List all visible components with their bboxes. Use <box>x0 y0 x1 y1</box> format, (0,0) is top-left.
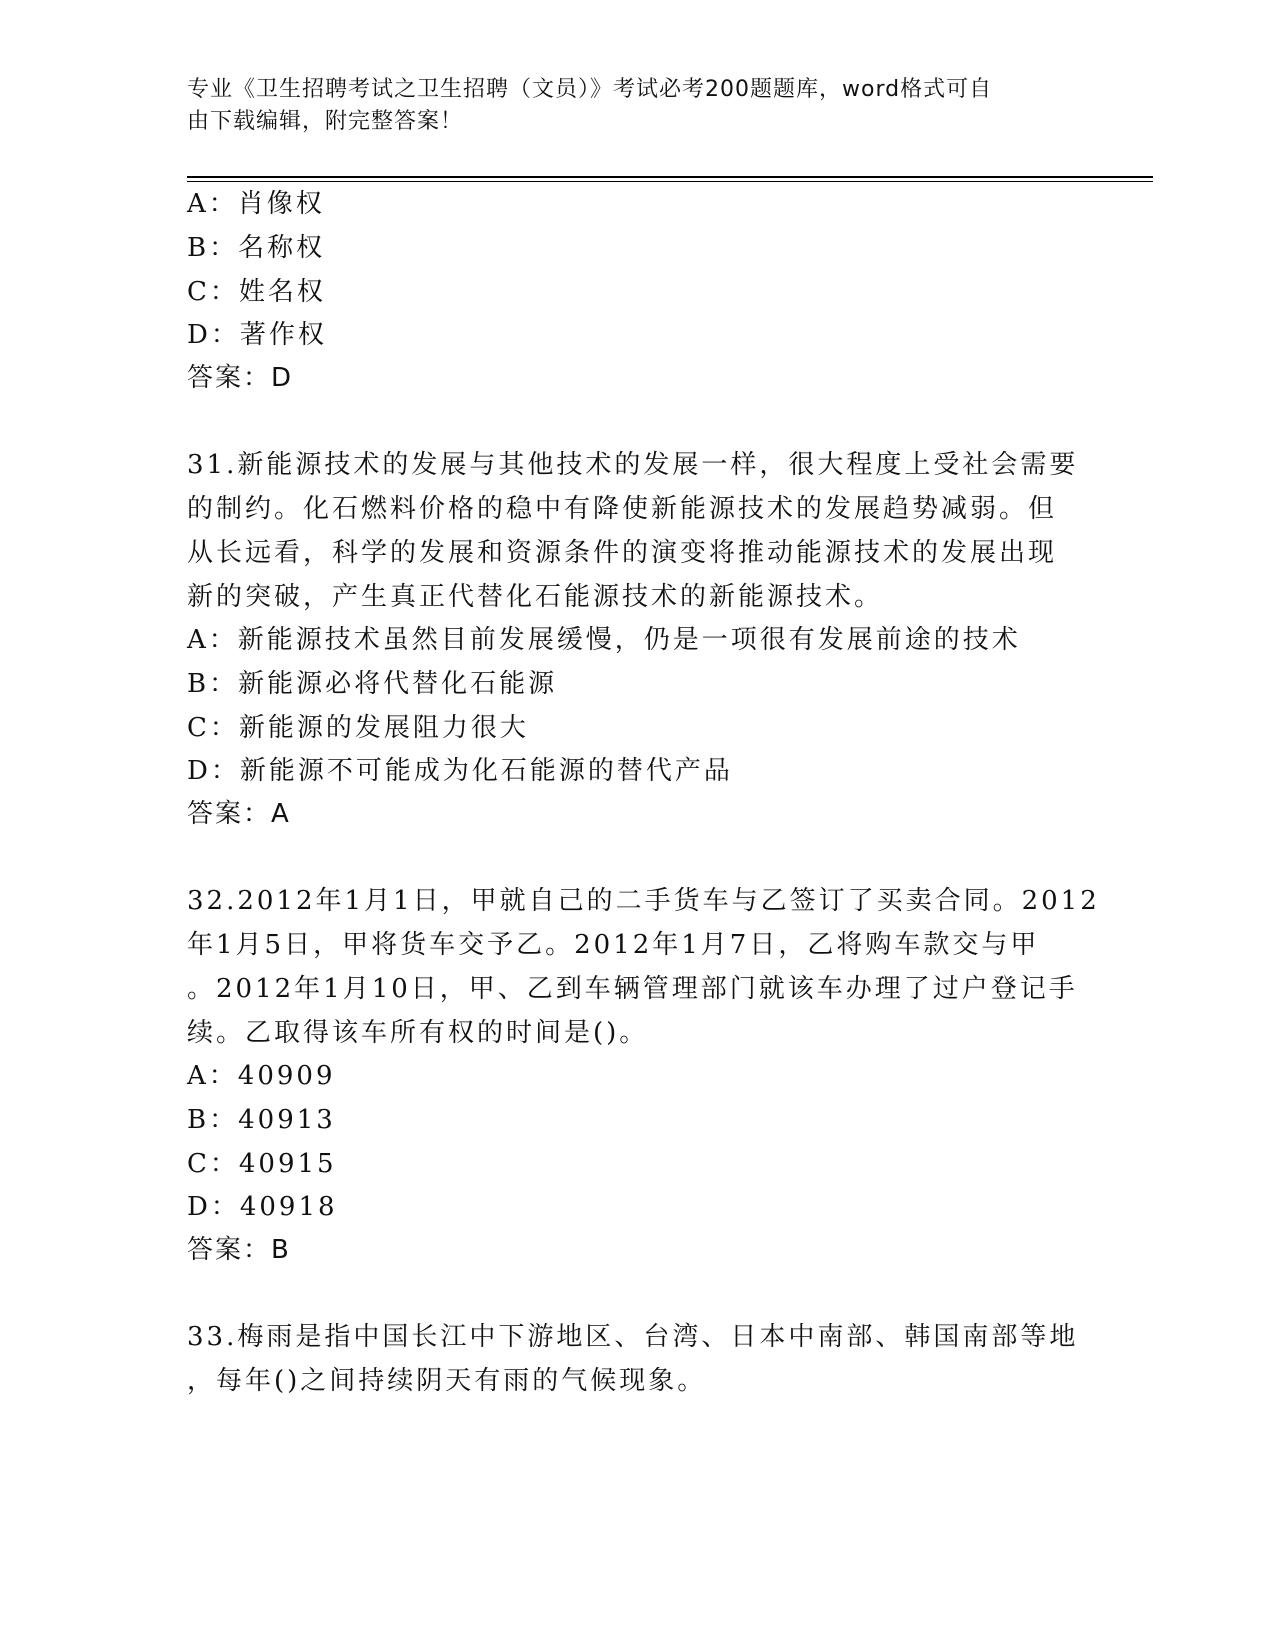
q32-option-d: D：40918 <box>187 1192 338 1222</box>
header-line-1: 专业《卫生招聘考试之卫生招聘（文员）》考试必考200题题库，word格式可自 <box>187 77 993 102</box>
q30-option-c: C：姓名权 <box>187 277 326 307</box>
q32-answer: 答案：B <box>187 1235 291 1265</box>
q33-stem-line-2: ，每年()之间持续阴天有雨的气候现象。 <box>187 1366 707 1396</box>
q31-option-d: D：新能源不可能成为化石能源的替代产品 <box>187 756 733 786</box>
q31-stem-line-4: 新的突破，产生真正代替化石能源技术的新能源技术。 <box>187 582 884 612</box>
document-header <box>187 74 1067 138</box>
q32-stem-line-2: 年1月5日，甲将货车交予乙。2012年1月7日，乙将购车款交与甲 <box>187 930 1040 960</box>
header-divider-thick <box>187 176 1153 178</box>
header-line-2: 由下载编辑，附完整答案！ <box>187 109 464 134</box>
q30-answer: 答案：D <box>187 363 294 393</box>
q30-option-b: B：名称权 <box>187 233 326 263</box>
q31-option-b: B：新能源必将代替化石能源 <box>187 669 558 699</box>
q31-answer: 答案：A <box>187 799 291 829</box>
header-divider-thin <box>187 181 1153 182</box>
q32-stem-line-1: 32.2012年1月1日，甲就自己的二手货车与乙签订了买卖合同。2012 <box>187 886 1100 916</box>
q30-option-d: D：著作权 <box>187 320 327 350</box>
q31-option-a: A：新能源技术虽然目前发展缓慢，仍是一项很有发展前途的技术 <box>187 625 1021 655</box>
q32-option-b: B：40913 <box>187 1105 336 1135</box>
q31-stem-line-1: 31.新能源技术的发展与其他技术的发展一样，很大程度上受社会需要 <box>187 450 1079 480</box>
q30-option-a: A：肖像权 <box>187 189 325 219</box>
q31-stem-line-2: 的制约。化石燃料价格的稳中有降使新能源技术的发展趋势减弱。但 <box>187 494 1058 524</box>
q32-stem-line-3: 。2012年1月10日，甲、乙到车辆管理部门就该车办理了过户登记手 <box>187 974 1078 1004</box>
q31-option-c: C：新能源的发展阻力很大 <box>187 713 529 743</box>
q33-stem-line-1: 33.梅雨是指中国长江中下游地区、台湾、日本中南部、韩国南部等地 <box>187 1322 1079 1352</box>
q32-option-c: C：40915 <box>187 1149 337 1179</box>
q32-stem-line-4: 续。乙取得该车所有权的时间是()。 <box>187 1018 649 1048</box>
q32-option-a: A：40909 <box>187 1061 336 1091</box>
q31-stem-line-3: 从长远看，科学的发展和资源条件的演变将推动能源技术的发展出现 <box>187 538 1058 568</box>
